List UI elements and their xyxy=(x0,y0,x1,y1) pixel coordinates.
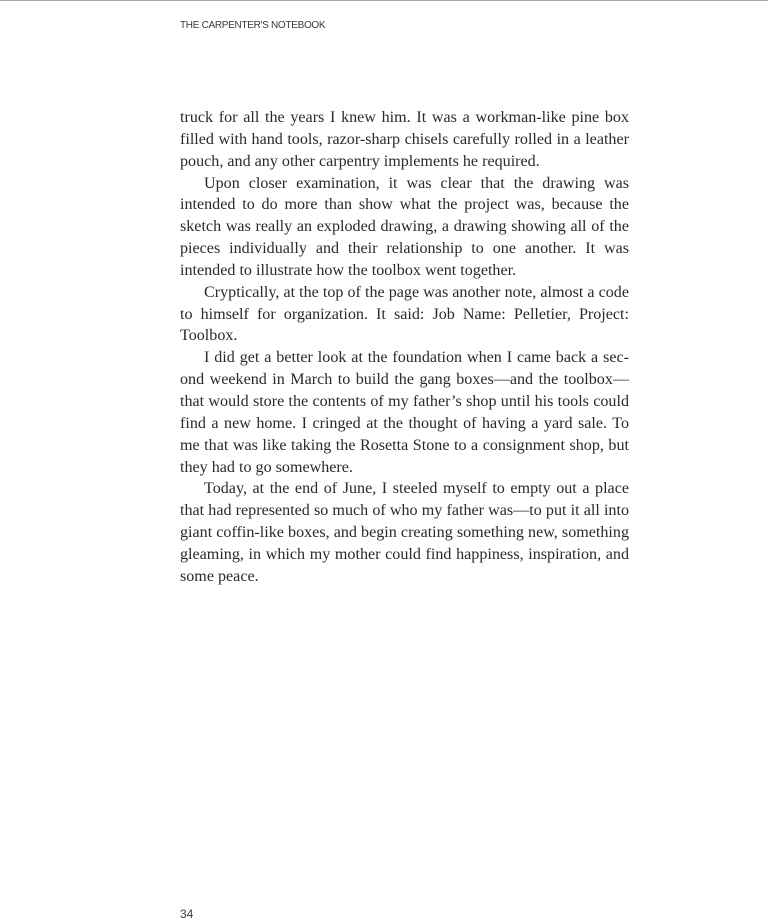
paragraph-5: Today, at the end of June, I steeled myself to empty out a place that had represented so much of who my father was—to put it all into giant coffin-like boxes, and begin creating something new, something gleaming, in which my mother could find happiness, inspiration, and some peace. xyxy=(180,480,629,585)
body-text xyxy=(180,107,629,588)
paragraph-2: Upon closer examination, it was clear that the drawing was intended to do more than show what the project was, because the sketch was really an exploded drawing, a drawing showing all of the pieces individually and their relationship to one another. It was intended to illustrate how the toolbox went together. xyxy=(180,174,629,279)
paragraph-1: truck for all the years I knew him. It was a workman-like pine box filled with hand tools, razor-sharp chisels carefully rolled in a leather pouch, and any other carpentry implements he required. xyxy=(180,109,629,170)
paragraph-4: I did get a better look at the foundation when I came back a second weekend in March to build the gang boxes—and the toolbox—that would store the contents of my father’s shop until his tools could find a new home. I cringed at the thought of having a yard sale. To me that was like taking the Rosetta Stone to a consignment shop, but they had to go somewhere. xyxy=(180,349,629,476)
paragraph-3: Cryptically, at the top of the page was another note, almost a code to himself for organization. It said: Job Name: Pelletier, Project: Toolbox. xyxy=(180,283,629,345)
top-border-rule xyxy=(0,0,768,1)
page-number: 34 xyxy=(180,907,194,921)
running-head: THE CARPENTER'S NOTEBOOK xyxy=(180,20,326,31)
